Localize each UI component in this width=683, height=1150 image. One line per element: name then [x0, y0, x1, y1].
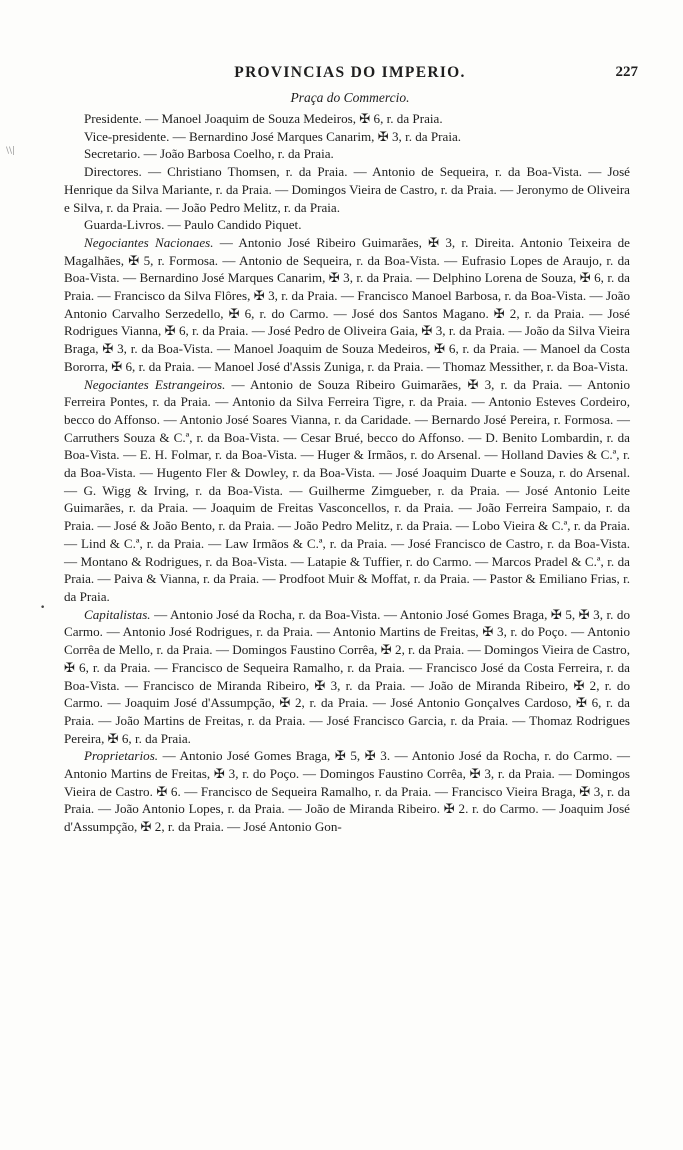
paragraph-negociantes-nacionaes — [64, 234, 630, 376]
running-title: PROVINCIAS DO IMPERIO. — [234, 64, 466, 81]
margin-mark: \\| — [6, 146, 16, 156]
paragraph-negociantes-estrangeiros — [64, 376, 630, 606]
body-text — [64, 110, 630, 836]
paragraph-text: — Antonio José da Rocha, r. da Boa-Vista. — Antonio José Gomes Braga, ✠ 5, ✠ 3, r. do Carmo. — Antonio José Rodrigues, r. da Praia. — Antonio Martins de Freitas, ✠ 3, r. do Poço. — Antonio Corrêa de Mello, r. da Praia. — Domingos Faustino Corrêa, ✠ 2, r. da Praia. — Domingos Vieira de Castro, ✠ 6, r. da Praia. — Francisco de Sequeira Ramalho, r. da Praia. — Francisco José da Costa Ferreira, r. da Boa-Vista. — Francisco de Miranda Ribeiro, ✠ 3, r. da Praia. — João de Miranda Ribeiro, ✠ 2, r. do Carmo. — Joaquim José d'Assumpção, ✠ 2, r. da Praia. — José Antonio Gonçalves Cardoso, ✠ 6, r. da Praia. — João Martins de Freitas, r. da Praia. — José Francisco Garcia, r. da Praia. — Thomaz Rodrigues Pereira, ✠ 6, r. da Praia. — [64, 606, 630, 746]
paragraph-text: Directores. — Christiano Thomsen, r. da Praia. — Antonio de Sequeira, r. da Boa-Vista. — José Henrique da Silva Mariante, r. da Praia. — Domingos Vieira de Castro, r. da Praia. — Jeronymo de Oliveira e Silva, r. da Praia. — João Pedro Melitz, r. da Praia. — [64, 164, 630, 215]
paragraph-text: — Antonio de Souza Ribeiro Guimarães, ✠ 3, r. da Praia. — Antonio Ferreira Pontes, r. da Praia. — Antonio da Silva Ferreira Tigre, r. da Praia. — Antonio Esteves Cordeiro, becco do Affonso. — Antonio José Soares Vianna, r. da Caridade. — Bernardo José Pereira, r. Formosa. — Carruthers Souza & C.ª, r. da Boa-Vista. — Cesar Brué, becco do Affonso. — D. Benito Lombardin, r. da Boa-Vista. — E. H. Folmar, r. da Boa-Vista. — Huger & Irmãos, r. do Arsenal. — Holland Davies & C.ª, r. da Boa-Vista. — Hugento Fler & Dowley, r. da Boa-Vista. — José Joaquim Duarte e Souza, r. do Arsenal. — G. Wigg & Irving, r. da Boa-Vista. — Guilherme Zimgueber, r. da Praia. — José Antonio Leite Guimarães, r. da Praia. — Joaquim de Freitas Vasconcellos, r. da Praia. — João Ferreira Sampaio, r. da Praia. — José & João Bento, r. da Praia. — João Pedro Melitz, r. da Praia. — Lobo Vieira & C.ª, r. da Praia. — Lind & C.ª, r. da Praia. — Law Irmãos & C.ª, r. da Praia. — José Francisco de Castro, r. da Boa-Vista. — Montano & Rodrigues, r. da Boa-Vista. — Latapie & Tuffier, r. do Carmo. — Marcos Pradel & C.ª, r. da Praia. — Paiva & Vianna, r. da Praia. — Prodfoot Muir & Moffat, r. da Praia. — Pastor & Emiliano Frias, r. da Praia. — [64, 376, 630, 604]
paragraph-proprietarios — [64, 747, 630, 836]
paragraph-vice-presidente — [64, 128, 630, 146]
paragraph-guarda-livros — [64, 216, 630, 234]
section-title: Praça do Commercio. — [290, 90, 410, 105]
running-head — [62, 64, 638, 86]
paragraph-text: Vice-presidente. — Bernardino José Marques Canarim, ✠ 3, r. da Praia. — [84, 128, 462, 144]
page-number: 227 — [615, 64, 638, 80]
paragraph-text: Secretario. — João Barbosa Coelho, r. da Praia. — [84, 146, 334, 162]
paragraph-secretario — [64, 145, 630, 163]
paragraph-text: — Antonio José Ribeiro Guimarães, ✠ 3, r. Direita. Antonio Teixeira de Magalhães, ✠ 5, r. Formosa. — Antonio de Sequeira, r. da Boa-Vista. — Eufrasio Lopes de Araujo, r. da Boa-Vista. — Bernardino José Marques Canarim, ✠ 3, r. da Praia. — Delphino Lorena de Souza, ✠ 6, r. da Praia. — Francisco da Silva Flôres, ✠ 3, r. da Praia. — Francisco Manoel Barbosa, r. da Boa-Vista. — João Antonio Carvalho Serzedello, ✠ 6, r. do Carmo. — José dos Santos Magano. ✠ 2, r. da Praia. — José Rodrigues Vianna, ✠ 6, r. da Praia. — José Pedro de Oliveira Gaia, ✠ 3, r. da Praia. — João da Silva Vieira Braga, ✠ 3, r. da Boa-Vista. — Manoel Joaquim de Souza Medeiros, ✠ 6, r. da Praia. — Manoel da Costa Bororra, ✠ 6, r. da Praia. — Manoel José d'Assis Zuniga, r. da Praia. — Thomaz Messither, r. da Boa-Vista. — [64, 234, 630, 374]
margin-bullet: • — [40, 603, 46, 613]
paragraph-presidente — [64, 110, 630, 128]
category-heading: Capitalistas. — [84, 606, 151, 622]
paragraph-directores — [64, 163, 630, 216]
paragraph-text: Presidente. — Manoel Joaquim de Souza Medeiros, ✠ 6, r. da Praia. — [84, 111, 443, 126]
category-heading: Proprietarios. — [84, 748, 159, 764]
paragraph-text: Guarda-Livros. — Paulo Candido Piquet. — [84, 217, 302, 233]
category-heading: Negociantes Estrangeiros. — [84, 376, 226, 392]
paragraph-capitalistas — [64, 606, 630, 748]
paragraph-text: — Antonio José Gomes Braga, ✠ 5, ✠ 3. — Antonio José da Rocha, r. do Carmo. — Antonio Martins de Freitas, ✠ 3, r. do Poço. — Domingos Faustino Corrêa, ✠ 3, r. da Praia. — Domingos Vieira de Castro. ✠ 6. — Francisco de Sequeira Ramalho, r. da Praia. — Francisco Vieira Braga, ✠ 3, r. da Praia. — João Antonio Lopes, r. da Praia. — João de Miranda Ribeiro. ✠ 2. r. do Carmo. — Joaquim José d'Assumpção, ✠ 2, r. da Praia. — José Antonio Gon- — [64, 748, 630, 835]
category-heading: Negociantes Nacionaes. — [84, 234, 214, 250]
